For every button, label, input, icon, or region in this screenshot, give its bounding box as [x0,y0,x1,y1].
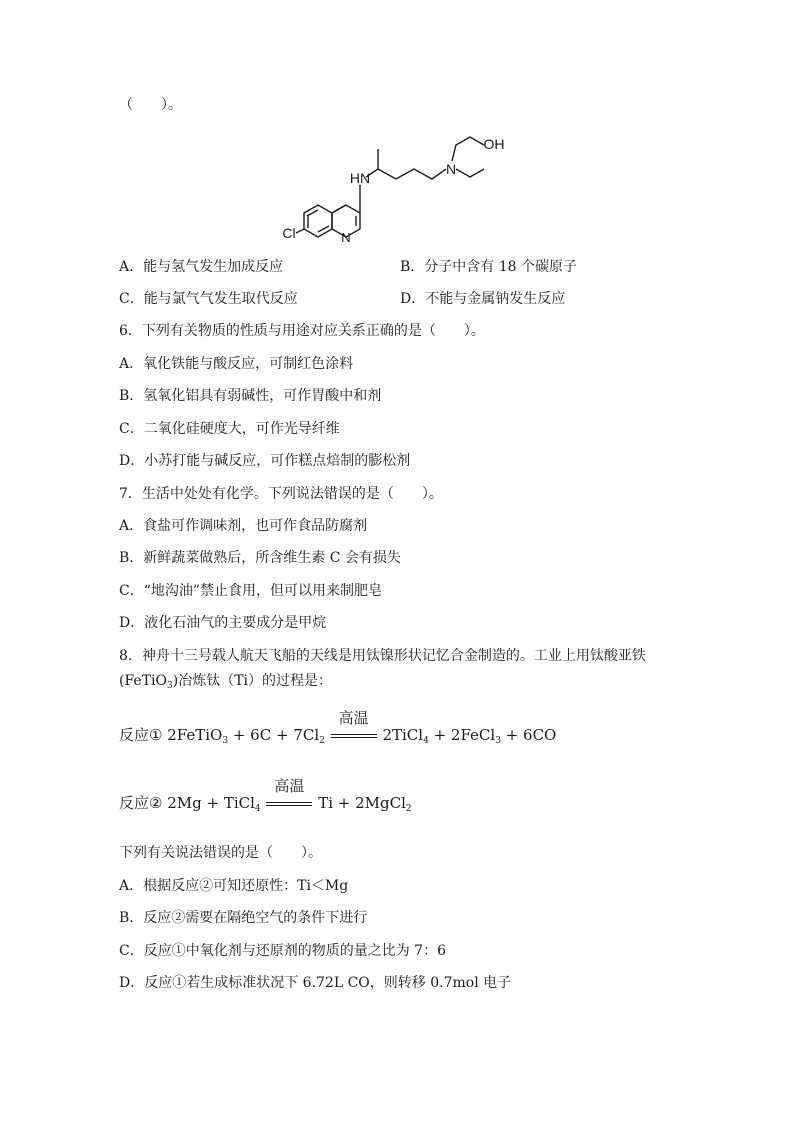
reaction-2-label: 反应② [119,794,163,812]
reaction-2 [119,777,412,814]
reaction-1 [119,709,557,746]
reaction-1-lhs: 2FeTiO$_3$ + $6C + 7Cl_2$ [167,726,325,746]
q7-option-b: B．新鲜蔬菜做熟后，所含维生素 C 会有损失 [119,550,401,566]
reaction-2-lhs: 2Mg + TiCl$_4$ [167,794,261,814]
q5-option-c: C．能与氯气气发生取代反应 [119,291,298,307]
amine-nh-label: HN [349,170,371,186]
tertiary-n-label: N [445,161,457,177]
reaction-2-condition: 高温 [274,777,305,795]
q8-option-a: A．根据反应②可知还原性：Ti＜Mg [119,878,349,894]
q8-stem-line2-text: 冶炼钛（Ti）的过程是： [178,673,333,689]
q6-option-c: C．二氧化硅硬度大，可作光导纤维 [119,421,340,437]
reaction-1-arrow [331,709,377,743]
reaction-1-rhs: 2TiCl$_4$ + 2FeCl$_3$ + 6CO [382,726,557,746]
ring-n-label: N [341,230,351,245]
q8-option-c: C．反应①中氧化剂与还原剂的物质的量之比为 7：6 [119,943,446,959]
molecule-structure [280,125,520,245]
q6-option-d: D．小苏打能与碱反应，可作糕点焙制的膨松剂 [119,453,411,469]
reaction-2-rhs: Ti + 2MgCl$_2$ [318,794,412,814]
reaction-1-condition: 高温 [338,709,369,727]
hydroxyl-label: OH [483,136,505,152]
q7-option-d: D．液化石油气的主要成分是甲烷 [119,615,327,631]
q8-option-b: B．反应②需要在隔绝空气的条件下进行 [119,910,368,926]
reaction-2-arrow [266,777,312,811]
q7-option-a: A．食盐可作调味剂，也可作食品防腐剂 [119,518,368,534]
q6-option-a: A．氧化铁能与酸反应，可制红色涂料 [119,356,354,372]
q7-option-c: C．“地沟油”禁止食用，但可以用来制肥皂 [119,583,383,599]
q8-stem-line1: 8．神舟十三号载人航天飞船的天线是用钛镍形状记忆合金制造的。工业上用钛酸亚铁 [119,648,646,664]
chlorine-label: Cl [282,225,296,241]
q5-stem-tail: （ ）。 [119,97,182,113]
q7-stem: 7．生活中处处有化学。下列说法错误的是（ ）。 [119,486,443,502]
q5-option-a: A．能与氢气发生加成反应 [119,259,284,275]
q8-stem-line2 [119,671,332,696]
q6-stem: 6．下列有关物质的性质与用途对应关系正确的是（ ）。 [119,323,485,339]
q8-option-d: D．反应①若生成标准状况下 6.72L CO，则转移 0.7mol 电子 [119,975,512,991]
q6-option-b: B．氢氧化铝具有弱碱性，可作胃酸中和剂 [119,388,382,404]
q8-feti-formula: (FeTiO$_3$) [119,673,179,691]
reaction-1-label: 反应① [119,726,163,744]
q5-option-d: D．不能与金属钠发生反应 [400,291,566,307]
q5-option-b: B．分子中含有 18 个碳原子 [400,259,578,275]
q8-sub-stem: 下列有关说法错误的是（ ）。 [119,845,322,861]
